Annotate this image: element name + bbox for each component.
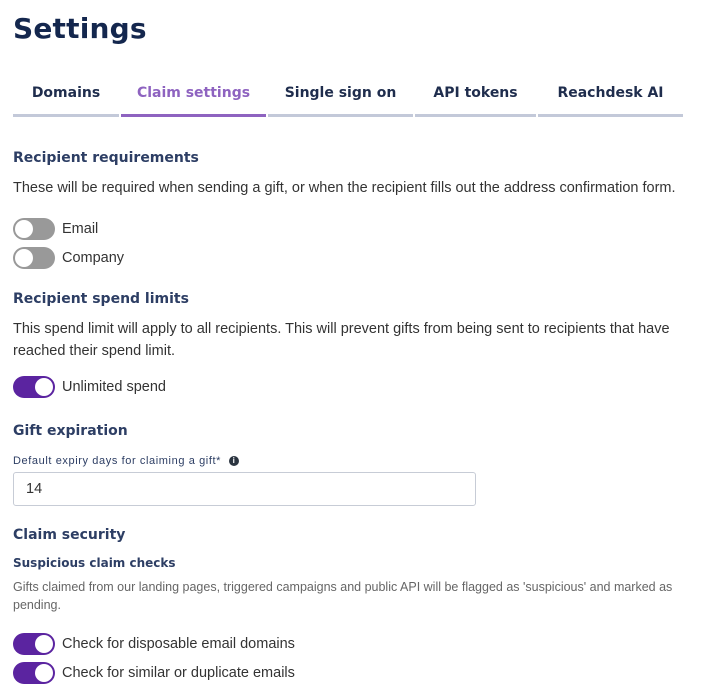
claim-security-title: Claim security	[13, 527, 126, 543]
gift-expiration-title: Gift expiration	[13, 423, 128, 439]
duplicate-emails-label: Check for similar or duplicate emails	[62, 665, 295, 681]
tab-single-sign-on[interactable]	[268, 80, 413, 117]
tab-reachdesk-ai[interactable]	[538, 80, 683, 117]
recipient-requirements-description: These will be required when sending a gift, or when the recipient fills out the address confirmation form.	[13, 180, 676, 196]
disposable-email-toggle[interactable]	[13, 633, 55, 655]
company-toggle-label: Company	[62, 250, 125, 266]
page-title: Settings	[13, 12, 147, 45]
settings-tabs	[13, 80, 685, 112]
toggle-knob	[35, 664, 53, 682]
claim-security-description: Gifts claimed from our landing pages, triggered campaigns and public API will be flagged as 'suspicious' and marked as pending.	[13, 580, 673, 612]
tab-label: Reachdesk AI	[557, 85, 664, 101]
duplicate-emails-toggle-row	[13, 662, 295, 684]
toggle-knob	[15, 220, 33, 238]
disposable-email-label: Check for disposable email domains	[62, 636, 295, 652]
tab-label: Claim settings	[136, 85, 251, 101]
spend-limits-description: This spend limit will apply to all recipients. This will prevent gifts from being sent to recipients that have reached their spend limit.	[13, 321, 670, 359]
expiry-days-label	[13, 455, 239, 467]
toggle-knob	[35, 378, 53, 396]
expiry-days-label-text: Default expiry days for claiming a gift*	[13, 455, 222, 467]
email-toggle-label: Email	[62, 221, 99, 237]
tab-label: API tokens	[433, 85, 518, 101]
disposable-email-toggle-row	[13, 633, 295, 655]
tab-claim-settings[interactable]	[121, 80, 266, 117]
company-toggle[interactable]	[13, 247, 55, 269]
unlimited-spend-toggle[interactable]	[13, 376, 55, 398]
email-toggle[interactable]	[13, 218, 55, 240]
spend-limits-title: Recipient spend limits	[13, 291, 189, 307]
unlimited-spend-label: Unlimited spend	[62, 379, 166, 395]
recipient-requirements-title: Recipient requirements	[13, 150, 199, 166]
tab-api-tokens[interactable]	[415, 80, 536, 117]
unlimited-spend-toggle-row	[13, 376, 166, 398]
duplicate-emails-toggle[interactable]	[13, 662, 55, 684]
email-toggle-row	[13, 218, 98, 240]
tab-domains[interactable]	[13, 80, 119, 117]
toggle-knob	[15, 249, 33, 267]
tab-label: Single sign on	[284, 85, 397, 101]
tab-label: Domains	[31, 85, 101, 101]
toggle-knob	[35, 635, 53, 653]
expiry-days-input[interactable]	[13, 472, 476, 506]
suspicious-claim-checks-title: Suspicious claim checks	[13, 556, 176, 570]
company-toggle-row	[13, 247, 124, 269]
info-icon[interactable]: i	[229, 456, 239, 466]
